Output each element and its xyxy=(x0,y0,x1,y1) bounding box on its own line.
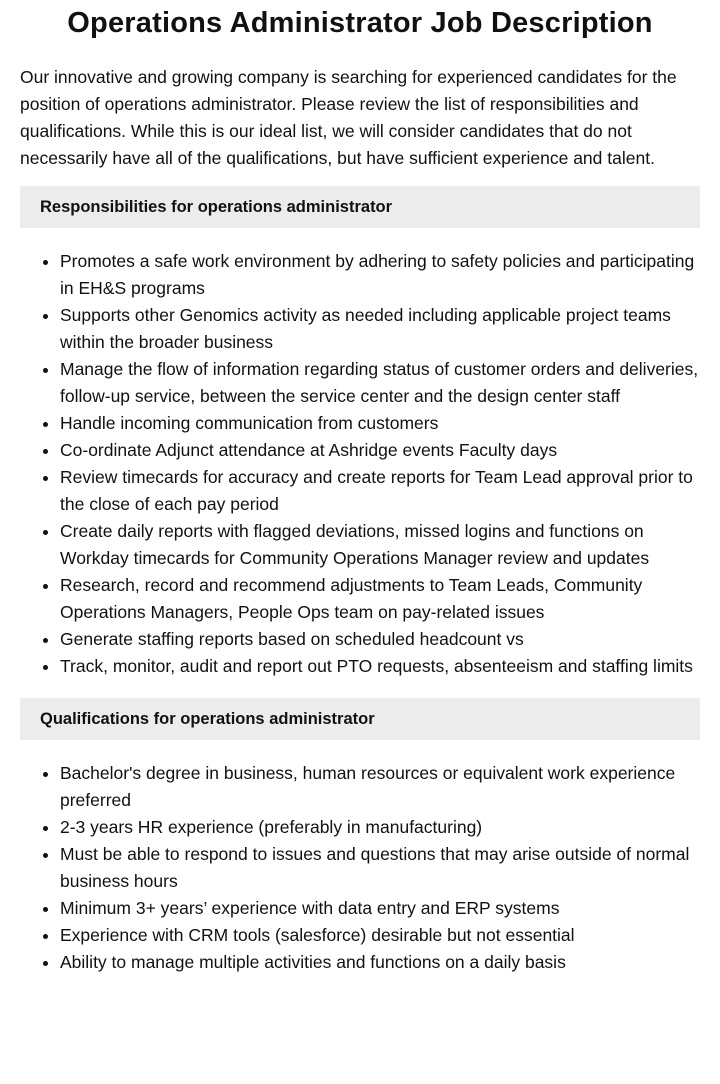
list-item: • Handle incoming communication from customers xyxy=(60,410,700,437)
list-item: • Bachelor's degree in business, human resources or equivalent work experience preferred xyxy=(60,760,700,814)
page-title: Operations Administrator Job Description xyxy=(67,7,653,39)
list-item: • Experience with CRM tools (salesforce) desirable but not essential xyxy=(60,922,700,949)
intro-paragraph: Our innovative and growing company is searching for experienced candidates for the position of operations administrator. Please review the list of responsibilities and qualifications. While this is our ideal list, we will consider candidates that do not necessarily have all of the qualifications, but have sufficient experience and talent. xyxy=(20,67,677,168)
list-item: • Manage the flow of information regarding status of customer orders and deliveries, follow-up service, between the service center and the design center staff xyxy=(60,356,700,410)
list-item: • Minimum 3+ years’ experience with data entry and ERP systems xyxy=(60,895,700,922)
list-item: • Ability to manage multiple activities and functions on a daily basis xyxy=(60,949,700,976)
qualifications-heading: Qualifications for operations administrator xyxy=(20,698,700,740)
list-item: • Supports other Genomics activity as needed including applicable project teams within the broader business xyxy=(60,302,700,356)
list-item: • Generate staffing reports based on scheduled headcount vs xyxy=(60,626,700,653)
list-item: • Create daily reports with flagged deviations, missed logins and functions on Workday timecards for Community Operations Manager review and updates xyxy=(60,518,700,572)
list-item: • Must be able to respond to issues and questions that may arise outside of normal business hours xyxy=(60,841,700,895)
list-item: • Research, record and recommend adjustments to Team Leads, Community Operations Managers, People Ops team on pay-related issues xyxy=(60,572,700,626)
list-item: • Co-ordinate Adjunct attendance at Ashridge events Faculty days xyxy=(60,437,700,464)
responsibilities-list xyxy=(20,248,700,680)
list-item: • 2-3 years HR experience (preferably in manufacturing) xyxy=(60,814,700,841)
qualifications-list xyxy=(20,760,700,976)
list-item: • Track, monitor, audit and report out PTO requests, absenteeism and staffing limits xyxy=(60,653,700,680)
list-item: • Promotes a safe work environment by adhering to safety policies and participating in EH&S programs xyxy=(60,248,700,302)
responsibilities-heading: Responsibilities for operations administrator xyxy=(20,186,700,228)
list-item: • Review timecards for accuracy and create reports for Team Lead approval prior to the close of each pay period xyxy=(60,464,700,518)
